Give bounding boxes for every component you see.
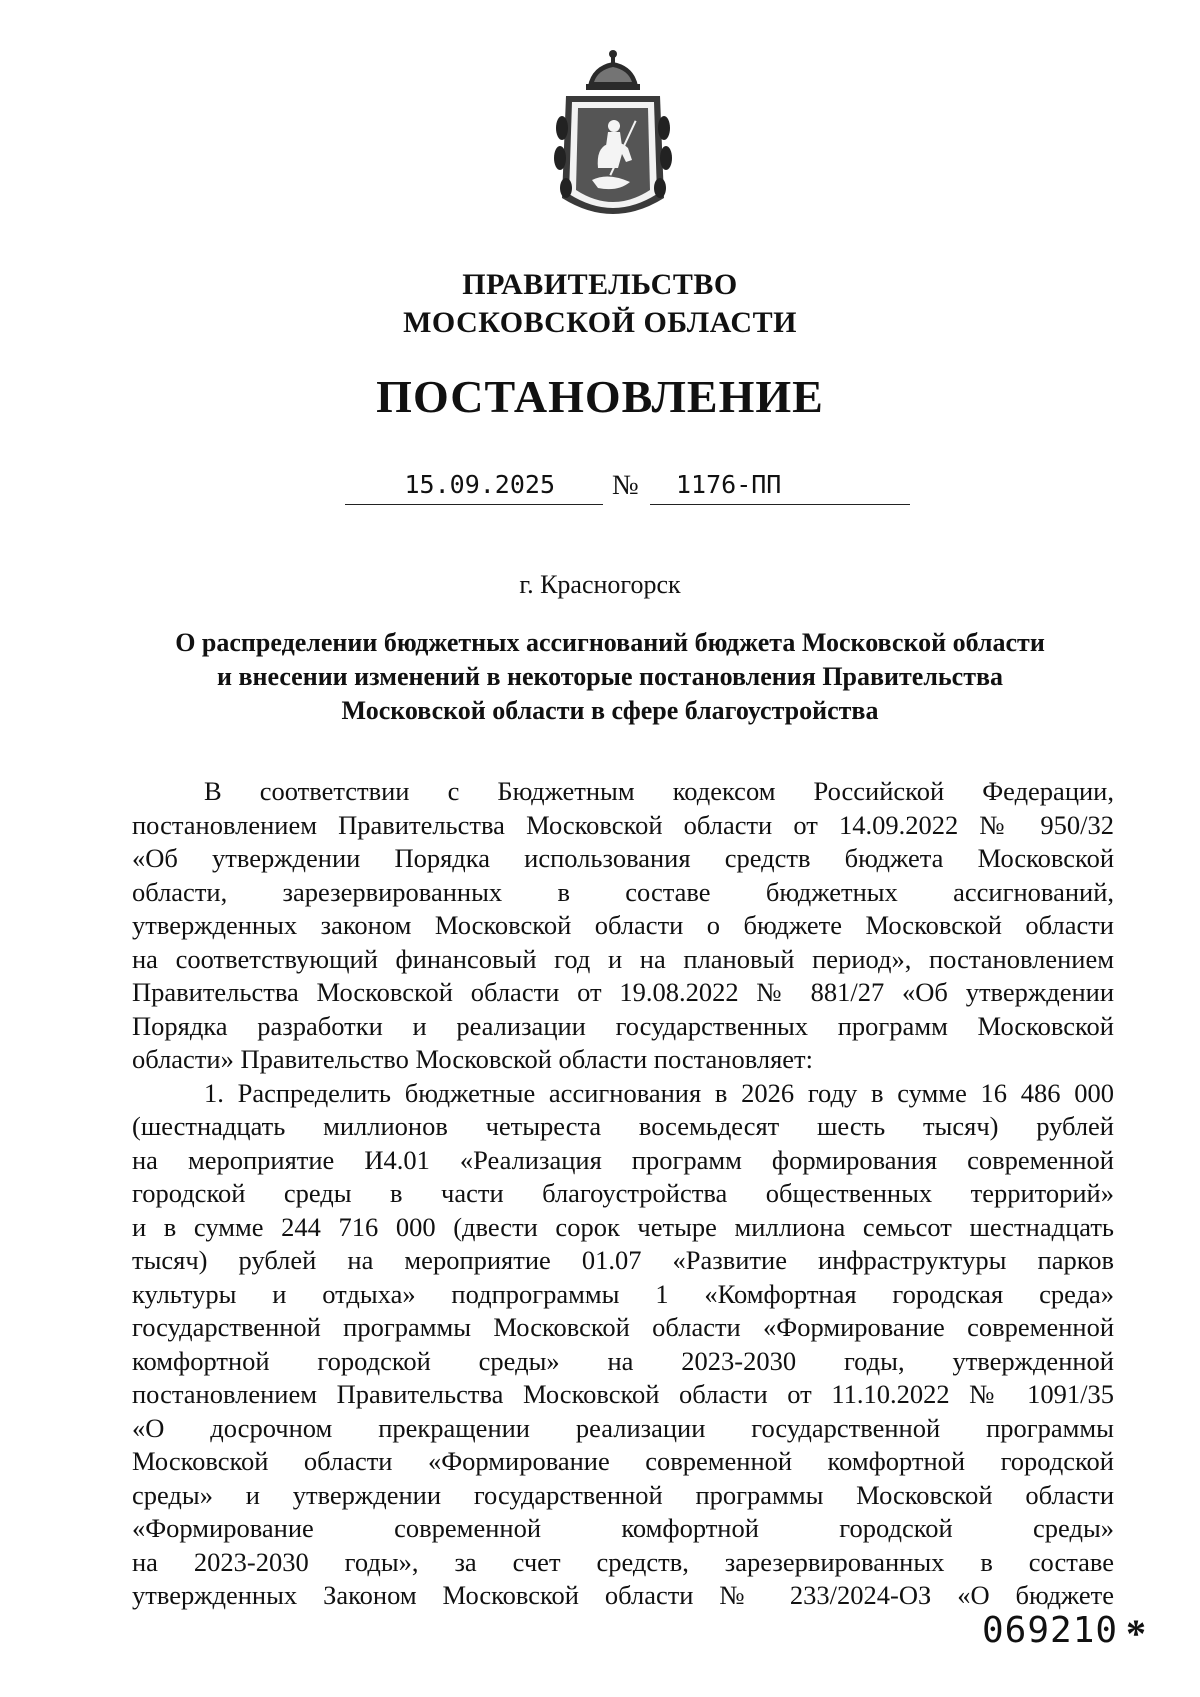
title-line: О распределении бюджетных ассигнований бюджета Московской области [175,628,1045,657]
body-line: государственной программы Московской области «Формирование современной [132,1312,1114,1342]
body-line: 1. Распределить бюджетные ассигнования в 2026 году в сумме 16 486 000 [204,1077,1114,1108]
body-line: на мероприятие И4.01 «Реализация программ формирования современной [132,1144,1114,1175]
body-line: на соответствующий финансовый год и на плановый период», постановлением [132,943,1114,974]
title-line: и внесении изменений в некоторые постановления Правительства [216,662,1004,691]
body-line: комфортной городской среды» на 2023-2030 годы, утвержденной [132,1345,1114,1376]
document-serial-number: 069210 [982,1610,1119,1651]
moscow-region-coat-of-arms-emblem [548,48,678,230]
body-line: «О досрочном прекращении реализации государственной программы [132,1412,1114,1443]
city-name: г. Красногорск [519,570,681,599]
title-line: Московской области в сфере благоустройства [341,696,879,725]
government-name-line2: МОСКОВСКОЙ ОБЛАСТИ [403,306,797,339]
body-line: на 2023-2030 годы», за счет средств, зарезервированных в составе [132,1546,1114,1577]
body-line: культуры и отдыха» подпрограммы 1 «Комфортная городская среда» [132,1278,1114,1309]
body-line: (шестнадцать миллионов четыреста восемьдесят шесть тысяч) рублей [132,1111,1114,1141]
body-line: среды» и утверждении государственной программы Московской области [132,1479,1114,1510]
date-field [345,466,603,505]
body-line: городской среды в части благоустройства общественных территорий» [132,1178,1114,1208]
body-line: и в сумме 244 716 000 (двести сорок четыре миллиона семьсот шестнадцать [132,1211,1114,1242]
government-name-line1: ПРАВИТЕЛЬСТВО [462,268,738,301]
body-line: утвержденных законом Московской области о бюджете Московской области [132,910,1114,940]
body-line: области» Правительство Московской области постановляет: [132,1044,814,1074]
number-sign: № [612,470,639,501]
body-line: Порядка разработки и реализации государственных программ Московской [132,1010,1114,1041]
body-line: области, зарезервированных в составе бюджетных ассигнований, [132,876,1114,907]
document-number: 1176-ПП [676,470,782,499]
body-line: Московской области «Формирование современной комфортной городской [132,1446,1114,1476]
document-type-heading: ПОСТАНОВЛЕНИЕ [376,371,824,422]
body-line: «Об утверждении Порядка использования средств бюджета Московской [132,843,1114,873]
body-line: «Формирование современной комфортной городской среды» [132,1513,1114,1543]
document-date: 15.09.2025 [404,470,555,499]
document-body [132,775,1114,1613]
document-title [130,626,1090,728]
body-line: тысяч) рублей на мероприятие 01.07 «Развитие инфраструктуры парков [132,1245,1114,1275]
body-line: постановлением Правительства Московской области от 14.09.2022 № 950/32 [132,809,1114,840]
asterisk-mark: * [1126,1611,1146,1656]
body-line: утвержденных Законом Московской области № 233/2024-ОЗ «О бюджете [132,1580,1114,1610]
body-line: постановлением Правительства Московской области от 11.10.2022 № 1091/35 [132,1379,1114,1409]
body-line: Правительства Московской области от 19.08.2022 № 881/27 «Об утверждении [132,977,1114,1007]
body-line: В соответствии с Бюджетным кодексом Российской Федерации, [204,776,1114,806]
number-field [650,466,910,505]
